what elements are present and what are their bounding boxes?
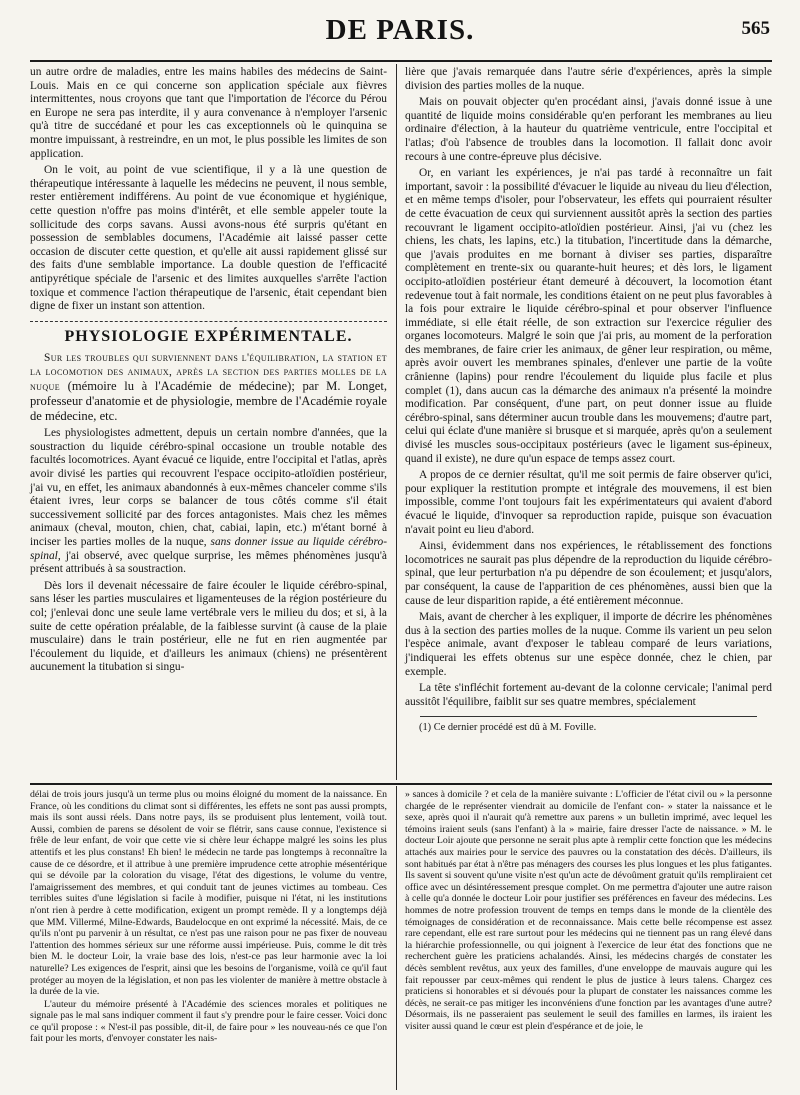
paragraph-text: Les physiologistes admettent, depuis un certain nombre d'années, que la soustraction du liquide cérébro-spinal occasione un trouble notable des facultés locomotrices. Ayant évacué ce liquide, entre l'occipital et l'atlas, après avoir divisé les parties qui recouvrent l'espace occipito-atloïdien postérieur, j'ai vu, en effet, les animaux abandonnés à eux-mêmes chanceler comme s'ils étaient ivres, leur corps se balancer de tous côtés comme s'il était successivement sollicité par des forces antagonistes. Mais chez les mêmes animaux (cheval, mouton, chien, chat, cabiai, lapin, etc.) m'étant borné à inciser les parties molles de la nuque, <box>30 427 387 549</box>
footnote: (1) Ce dernier procédé est dû à M. Foville. <box>419 722 597 734</box>
paragraph: lière que j'avais remarquée dans l'autre série d'expériences, après la simple division des parties molles de la nuque. <box>405 66 772 92</box>
paragraph: Or, en variant les expériences, je n'ai pas tardé à reconnaître un fait important, savoir : la possibilité d'évacuer le liquide au niveau du lieu d'élection, et en même temps d'isoler, pour l'observateur, les effets qui pourraient résulter de cette évacuation de ceux qui surviennent aussitôt après la section des parties recouvrant le ligament occipito-atloïdien postérieur. Ainsi, j'ai vu (chez les chiens, les chats, les lapins, etc.) la titubation, l'incertitude dans la démarche, que j'avais produites en me bornant à diviser ses parties, disparaître complètement en trente-six ou quarante-huit heures; et dès lors, le ligament occipito-atloïdien postérieur étant demeuré à découvert, la locomotion étant redevenue tout à fait normale, les conditions étaient on ne peut plus favorables à la fois pour extraire le liquide cérébro-spinal et pour observer l'influence immédiate, si elle était réelle, de son extraction sur l'exercice régulier des organes locomoteurs. Malgré le soin que j'ai pris, au moment de la perforation des membranes, de faire crier les animaux, de gêner leur respiration, ou même, après avoir ouvert les membranes spinales, d'enlever une partie de la voûte crânienne (lapins) pour rendre l'écoulement du liquide plus facile et plus complet (1), dans aucun cas la démarche des animaux n'a présenté la moindre modification. Par conséquent, d'une part, on peut donner issue au fluide cérébro-spinal, sans déterminer aucun trouble dans les mouvemens; d'autre part, celui qui éclate d'une manière si brusque et si marquée, après qu'on a seulement divisé les muscles sous-occipitaux postérieurs (avec le ligament sus-épineux, quand il existe), ne dure qu'un espace de temps assez court. <box>405 167 772 465</box>
paragraph: A propos de ce dernier résultat, qu'il me soit permis de faire observer qu'ici, pour expliquer la restitution prompte et intégrale des mouvemens, il est bien impossible, comme l'ont toujours fait les expérimentateurs qui avaient d'abord évacué le liquide, d'invoquer sa reproduction rapide, puisque son évacuation n'avait point eu lieu d'abord. <box>405 469 772 536</box>
feuilleton-left-column <box>30 789 387 1045</box>
page-header <box>30 14 770 58</box>
page-number: 565 <box>741 18 770 39</box>
feuilleton-rule <box>30 783 772 785</box>
feuilleton-column-divider <box>396 786 397 1090</box>
left-column <box>30 66 387 675</box>
paragraph: Ainsi, évidemment dans nos expériences, le rétablissement des fonctions locomotrices ne saurait pas plus dépendre de la reproduction du liquide cérébro-spinal, que leur perturbation n'a pu dépendre de son écoulement; et jusqu'alors, par conséquent, la cause de l'apparition de ces phénomènes, aussi bien que la cause de leur disparition rapide, a été entièrement méconnue. <box>405 540 772 607</box>
running-title: DE PARIS. <box>325 14 475 46</box>
right-column <box>405 66 772 734</box>
article-subtitle-caps: Sur les troubles qui surviennent dans l'équilibration, la station et la locomotion des animaux, après la section des parties molles de la nuque <box>30 352 387 394</box>
paragraph: Mais, avant de chercher à les expliquer, il importe de décrire les phénomènes dus à la section des parties molles de la nuque. Comme ils varient un peu selon l'espèce animale, avant d'exposer le tableau comparé de leurs variations, j'indiquerai les effets obtenus sur une espèce donnée, chez le chien, par exemple. <box>405 611 772 678</box>
paragraph <box>30 427 387 577</box>
header-rule <box>30 60 772 62</box>
paragraph: L'auteur du mémoire présenté à l'Académie des sciences morales et politiques ne signale pas le mal sans indiquer comment il faut s'y prendre pour le faire cesser. Voici donc ce qu'il propose : « N'est-il pas possible, dit-il, de faire pour » les nouveau-nés ce que l'on fait pour les morts, d'envoyer constater les nais- <box>30 998 387 1045</box>
paragraph: La tête s'infléchit fortement au-devant de la colonne cervicale; l'animal perd aussitôt l'équilibre, faiblit sur ses quatre membres, spécialement <box>405 682 772 708</box>
paragraph: délai de trois jours jusqu'à un terme plus ou moins éloigné du moment de la naissance. En France, où les conditions du climat sont si différentes, les effets ne sont pas aussi prompts, mais ils sont aussi réels. Dans notre pays, ils se produisent plus lentement, voilà tout. Aussi, combien de parens se désolent de voir se flétrir, sans cause connue, l'existence si frêle de leur enfant, de voir que cette vie si chère leur échappe malgré les soins les plus attentifs et les plus constans! Eh bien! le médecin ne tarde pas longtemps à reconnaître la cause de ce désordre, et il attribue à une première imprudence cette atrophie mésentérique qui se dévoile par la coloration du visage, l'état des digestions, le volume du ventre, l'amaigrissement des membres, et qui conduit tant de jeunes victimes au tombeau. Ces terribles suites d'une législation si facile à modifier, puisque ni l'état, ni les institutions n'ont rien à perdre à cette modification, exigent un prompt remède. Il y a longtemps déjà que MM. Villermé, Milne-Edwards, Baudelocque en ont exprimé la nécessité. Mais, de ce qu'ils n'ont pu parvenir à un résultat, ce n'est pas une raison pour ne pas fixer de nouveau l'attention des hommes sérieux sur une réforme aussi impérieuse. Puis, comme le dit très bien M. le docteur Loir, la vraie base des lois, n'est-ce pas leur harmonie avec la loi naturelle? Les exigences de l'esprit, ainsi que les besoins de l'organisme, voilà ce qu'il faut protéger au moyen de la législation, et non pas les violenter de manière à mettre obstacle à la durée de la vie. <box>30 789 387 998</box>
emphasis-text: sans donner issue au liquide cérébro-spinal, <box>30 536 387 562</box>
section-divider <box>30 321 387 322</box>
paragraph: » sances à domicile ? et cela de la manière suivante : L'officier de l'état civil ou » la personne chargée de le représenter viendrait au domicile de l'enfant con- » stater la naissance et le sexe, après quoi il n'aurait qu'à remettre aux parens » un bulletin imprimé, avec lequel les témoins iraient seuls (sans l'enfant) à la » mairie, faire dresser l'acte de naissance. » M. le docteur Loir ajoute que personne ne serait plus apte à remplir cette fonction que les médecins attachés aux mairies pour le service des pauvres ou la constatation des décès. D'ailleurs, ils sont habitués par état à n'être pas ménagers des courses les plus longues et les plus fatigantes. Ils savent si souvent qu'une visite n'est qu'un acte de dévoûment gratuit qu'ils rempliraient cet office avec un désintéressement presque complet. On me permettra d'ajouter une autre raison à celle qu'a donnée le docteur Loir pour justifier ses préférences en faveur des médecins. Les hommes de notre profession trouvent de temps en temps dans le monde de la clientèle des témoignages de considération et de reconnaissance. Mais cette belle récompense est assez rare cependant, elle est rare surtout pour les médecins qui ne tiennent pas un rang élevé dans la hiérarchie professionnelle, ou qui joignent à l'exercice de leur état des fonctions que ne recherchent guère les praticiens achalandés. Ainsi, les médecins chargés de constater les décès semblent revêtus, aux yeux des familles, d'une enveloppe de mauvais augure qui les fait repousser par ceux-mêmes qui rendent le plus de justice à leurs talens. Chargez ces praticiens si honorables et si dévoués pour la plupart de constater les naissances comme les décès, ne serait-ce pas mitiger les inconvéniens d'une fonction par les avantages d'une autre? Désormais, ils ne passeraient pas seulement le seuil des familles en larmes, ils iraient les visiter aussi quand le cœur est plein d'espérance et de joie, le <box>405 789 772 1032</box>
paragraph-text: j'ai observé, avec quelque surprise, les mêmes phénomènes jusqu'à présent attribués à sa soustraction. <box>30 549 387 576</box>
paragraph: Mais on pouvait objecter qu'en procédant ainsi, j'avais donné issue à une quantité de liquide moins considérable qu'en perforant les membranes au lieu ordinaire d'élection, à la hauteur du quatrième ventricule, entre l'occipital et l'atlas; d'où l'absence de troubles dans la locomotion. Il fallait donc avoir recours à une contre-épreuve plus décisive. <box>405 96 772 163</box>
column-divider <box>396 64 397 780</box>
footnote-rule <box>420 716 758 717</box>
paragraph: Dès lors il devenait nécessaire de faire écouler le liquide cérébro-spinal, sans léser les parties musculaires et ligamenteuses de la région postérieure du col; j'enlevai donc une seule lame vertébrale vers le milieu du dos; et si, à la suite de cette opération préalable, de la faiblesse survint (à cause de la plaie musculaire) dans le train postérieur, elle ne fut en rien augmentée par l'écoulement du liquide, et d'ailleurs les animaux (chiens) ne présentèrent aucunement la titubation si singu- <box>30 579 387 674</box>
section-title: PHYSIOLOGIE EXPÉRIMENTALE. <box>64 327 353 345</box>
paragraph: On le voit, au point de vue scientifique, il y a là une question de thérapeutique intéressante à laquelle les médecins ne peuvent, il nous semble, rester entièrement indifférens. Au point de vue économique et hygiénique, cette question n'offre pas moins d'intérêt, et elle semble appeler toute la sollicitude des corps savans. Aussi avons-nous été surpris qu'étant en possession de semblables documens, l'Académie ait laissé passer cette occasion de discuter cette question, et qu'elle ait aussi rapidement glissé sur des faits d'une semblable importance. La double question de l'efficacité antipyrétique spéciale de l'arsenic et des limites auxquelles s'arrête l'action toxique et commence l'action thérapeutique de l'arsenic, était cependant bien digne de fixer un instant son attention. <box>30 164 387 313</box>
paragraph: un autre ordre de maladies, entre les mains habiles des médecins de Saint-Louis. Mais en ce qui concerne son application spéciale aux fièvres intermittentes, nous croyons que tant que l'importation de l'écorce du Pérou en Europe ne sera pas interdite, il y aura convenance à n'employer l'arsenic qu'à titre de succédané et pour les cas exceptionnels où le quinquina se montre impuissant, à restreindre, en un mot, le plus possible les limites de son application. <box>30 66 387 160</box>
feuilleton-right-column <box>405 789 772 1032</box>
article-subtitle <box>30 351 387 424</box>
article-subtitle-rest: (mémoire lu à l'Académie de médecine); par M. Longet, professeur d'anatomie et de physiologie, membre de l'Académie royale de médecine, etc. <box>30 379 387 424</box>
